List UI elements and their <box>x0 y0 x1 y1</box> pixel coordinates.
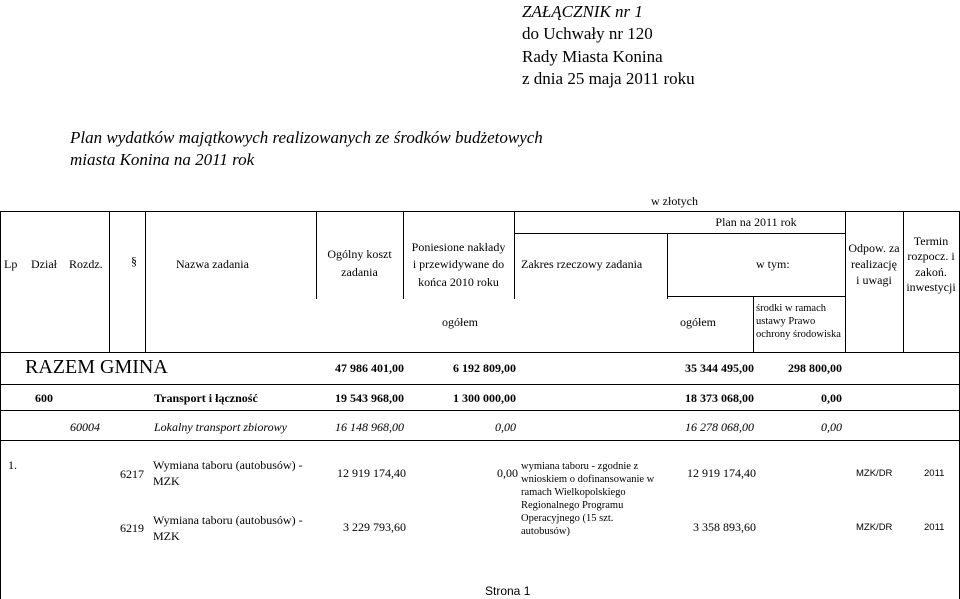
section-poniesione: 1 300 000,00 <box>453 391 516 405</box>
council-name: Rady Miasta Konina <box>522 47 663 66</box>
resolution-date: z dnia 25 maja 2011 roku <box>522 69 695 88</box>
resolution-number: do Uchwały nr 120 <box>522 24 653 43</box>
col-ogolny-1: Ogólny koszt <box>327 247 392 261</box>
item-poniesione-6217: 0,00 <box>497 466 518 480</box>
col-plan: Plan na 2011 rok <box>715 215 797 229</box>
attachment-title: ZAŁĄCZNIK nr 1 <box>522 2 643 21</box>
subsection-ogolny: 16 148 968,00 <box>335 420 404 434</box>
section-ogolny: 19 543 968,00 <box>335 391 404 405</box>
summary-ogolny: 47 986 401,00 <box>335 361 404 375</box>
col-termin-1: Termin <box>913 234 949 248</box>
section-name: Transport i łączność <box>154 391 258 405</box>
item-lp: 1. <box>8 458 17 472</box>
plan-title-line2: miasta Konina na 2011 rok <box>70 150 255 169</box>
col-odpow-3: i uwagi <box>856 273 892 287</box>
col-termin-3: zakoń. <box>915 265 947 279</box>
section-plan: 18 373 068,00 <box>685 391 754 405</box>
item-ogolny-6217: 12 919 174,40 <box>337 466 406 480</box>
item-name-6219-line2: MZK <box>153 529 180 543</box>
section-dzial: 600 <box>35 391 53 405</box>
plan-title-line1: Plan wydatków majątkowych realizowanych ze środków budżetowych <box>70 128 543 147</box>
col-srodki-1: środki w ramach <box>756 303 826 314</box>
page-footer: Strona 1 <box>485 584 531 598</box>
item-zakres-3: ramach Wielkopolskiego <box>521 487 626 498</box>
item-para-6217: 6217 <box>120 467 144 481</box>
item-zakres-2: wnioskiem o dofinansowanie w <box>521 474 655 485</box>
subsection-srodki: 0,00 <box>821 420 842 434</box>
item-zakres-5: Operacyjnego (15 szt. <box>521 513 614 524</box>
units-label: w złotych <box>651 194 698 208</box>
subsection-plan: 16 278 068,00 <box>685 420 754 434</box>
col-zakres: Zakres rzeczowy zadania <box>521 257 643 271</box>
subsection-rozdz: 60004 <box>70 420 100 434</box>
item-ogolny-6219: 3 229 793,60 <box>343 520 406 534</box>
col-w-tym: w tym: <box>756 257 790 271</box>
col-paragraph: § <box>131 254 137 268</box>
subsection-poniesione: 0,00 <box>495 420 516 434</box>
summary-plan: 35 344 495,00 <box>685 361 754 375</box>
col-poniesione-1: Poniesione nakłady <box>411 240 506 254</box>
item-para-6219: 6219 <box>120 521 144 535</box>
item-plan-6217: 12 919 174,40 <box>687 466 756 480</box>
item-termin-6219: 2011 <box>924 522 945 533</box>
col-rozdz: Rozdz. <box>69 257 103 271</box>
item-odpow-6219: MZK/DR <box>856 522 893 533</box>
col-dzial: Dział <box>31 257 57 271</box>
col-srodki-2: ustawy Prawo <box>756 316 816 327</box>
col-termin-2: rozpocz. i <box>907 249 955 263</box>
item-plan-6219: 3 358 893,60 <box>693 520 756 534</box>
col-poniesione-2: i przewidywane do <box>412 257 505 271</box>
col-ogolny-2: zadania <box>341 265 378 279</box>
summary-srodki: 298 800,00 <box>788 361 842 375</box>
item-name-6217-line1: Wymiana taboru (autobusów) - <box>153 458 303 472</box>
item-zakres-6: autobusów) <box>521 526 570 537</box>
item-termin-6217: 2011 <box>924 468 945 479</box>
item-name-6217-line2: MZK <box>153 474 180 488</box>
col-termin-4: inwestycji <box>906 280 956 294</box>
col-poniesione-3: końca 2010 roku <box>418 275 499 289</box>
col-nazwa: Nazwa zadania <box>176 257 249 271</box>
section-srodki: 0,00 <box>821 391 842 405</box>
item-zakres-4: Regionalnego Programu <box>521 500 624 511</box>
subsection-name: Lokalny transport zbiorowy <box>154 420 287 434</box>
col-odpow-2: realizację <box>851 257 897 271</box>
item-odpow-6217: MZK/DR <box>856 468 893 479</box>
col-ogolem-poniesione: ogółem <box>442 315 478 329</box>
item-zakres-1: wymiana taboru - zgodnie z <box>521 461 639 472</box>
col-lp: Lp <box>4 257 18 271</box>
col-ogolem-plan: ogółem <box>680 315 716 329</box>
summary-poniesione: 6 192 809,00 <box>453 361 516 375</box>
item-name-6219-line1: Wymiana taboru (autobusów) - <box>153 513 303 527</box>
summary-label: RAZEM GMINA <box>25 356 168 378</box>
col-odpow-1: Odpow. za <box>848 241 900 255</box>
col-srodki-3: ochrony środowiska <box>756 329 841 340</box>
